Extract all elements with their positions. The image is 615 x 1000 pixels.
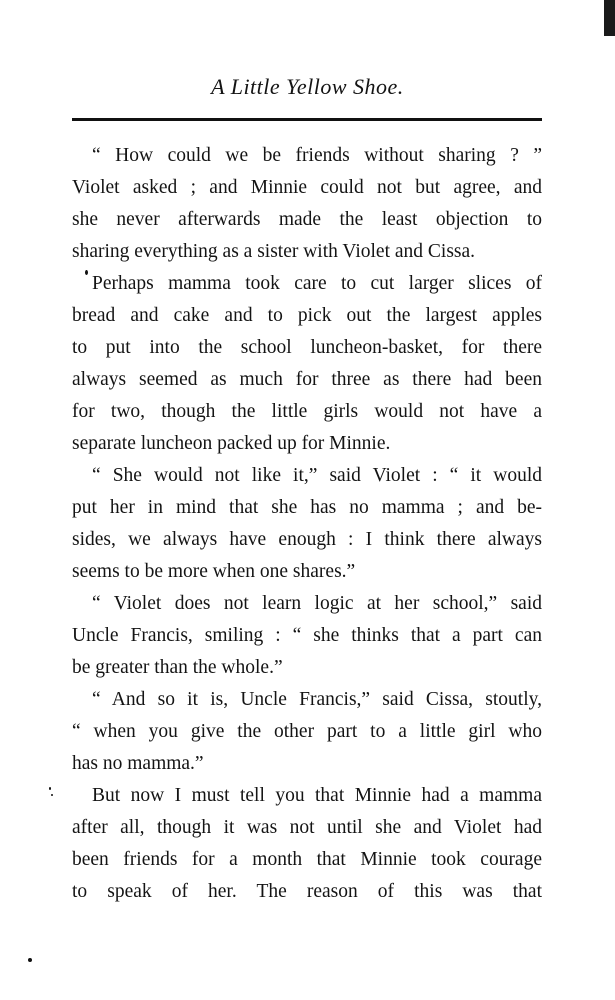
text-line: Violet asked ; and Minnie could not but agree, and bbox=[72, 177, 542, 198]
text-line: separate luncheon packed up for Minnie. bbox=[72, 433, 391, 454]
running-header: A Little Yellow Shoe. bbox=[211, 74, 404, 99]
text-line: sides, we always have enough : I think there always bbox=[72, 529, 542, 550]
text-line: put her in mind that she has no mamma ; and be- bbox=[72, 497, 542, 518]
text-line: to put into the school luncheon-basket, for there bbox=[72, 337, 542, 358]
text-line: “ How could we be friends without sharing ? ” bbox=[92, 145, 542, 166]
text-line: always seemed as much for three as there had been bbox=[72, 369, 542, 390]
text-line: “ Violet does not learn logic at her school,” said bbox=[92, 593, 542, 614]
header-rule bbox=[72, 118, 542, 121]
text-line: “ She would not like it,” said Violet : “ it would bbox=[92, 465, 542, 486]
text-line: to speak of her. The reason of this was that bbox=[72, 881, 542, 902]
text-line: bread and cake and to pick out the largest apples bbox=[72, 305, 542, 326]
text-line: been friends for a month that Minnie took courage bbox=[72, 849, 542, 870]
scan-speck bbox=[49, 787, 51, 790]
text-line: be greater than the whole.” bbox=[72, 657, 283, 678]
text-line: for two, though the little girls would not have a bbox=[72, 401, 542, 422]
scan-speck bbox=[85, 270, 88, 275]
text-line: “ And so it is, Uncle Francis,” said Cissa, stoutly, bbox=[92, 689, 542, 710]
text-line: after all, though it was not until she and Violet had bbox=[72, 817, 542, 838]
text-line: Perhaps mamma took care to cut larger slices of bbox=[92, 273, 542, 294]
text-line: Uncle Francis, smiling : “ she thinks that a part can bbox=[72, 625, 542, 646]
text-line: has no mamma.” bbox=[72, 753, 204, 774]
text-line: But now I must tell you that Minnie had a mamma bbox=[92, 785, 542, 806]
text-line: she never afterwards made the least objection to bbox=[72, 209, 542, 230]
scan-speck bbox=[28, 958, 32, 962]
page-edge-shadow bbox=[604, 0, 615, 36]
text-line: “ when you give the other part to a little girl who bbox=[72, 721, 542, 742]
text-line: sharing everything as a sister with Violet and Cissa. bbox=[72, 241, 476, 262]
scan-speck bbox=[51, 794, 53, 796]
page-body bbox=[72, 140, 542, 908]
text-line: seems to be more when one shares.” bbox=[72, 561, 356, 582]
